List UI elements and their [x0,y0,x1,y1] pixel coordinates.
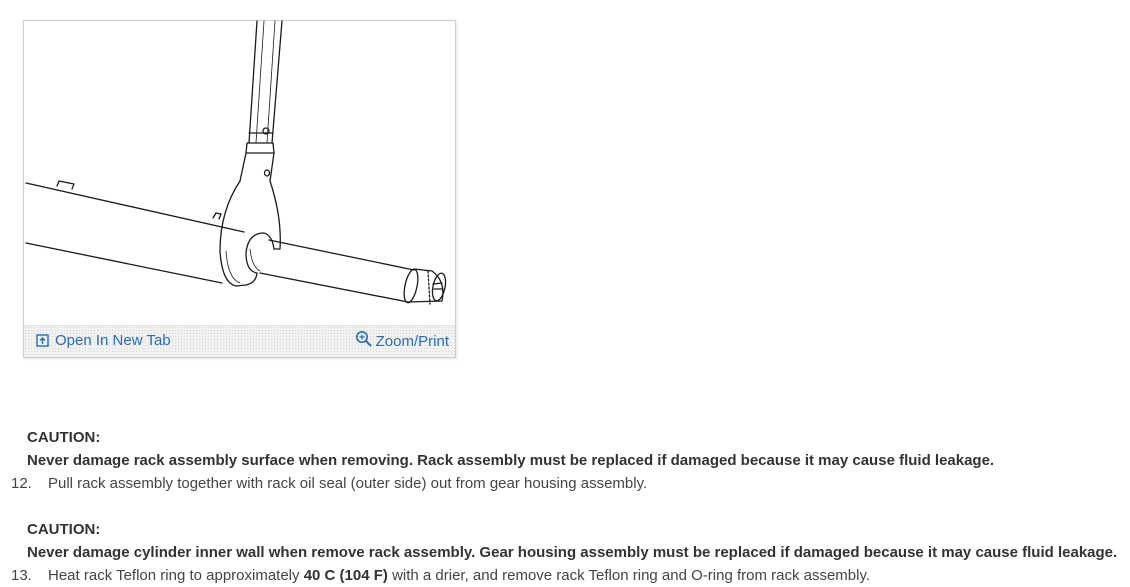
caution-text: Never damage cylinder inner wall when remove rack assembly. Gear housing assembly must be replaced if damaged because it may cause fluid leakage. [27,544,1118,561]
procedure-step [0,472,1130,495]
step-text-after: with a drier, and remove rack Teflon ring and O-ring from rack assembly. [392,567,871,584]
figure-panel [23,20,456,358]
open-in-new-tab-link[interactable] [36,332,171,349]
caution-label: CAUTION: [27,429,101,446]
procedure-step [0,564,1130,587]
zoom-print-link[interactable] [355,330,449,352]
zoom-print-label: Zoom/Print [375,332,449,350]
step-text: Pull rack assembly together with rack oil seal (outer side) out from gear housing assembly. [48,475,648,492]
temperature-value: 40 C (104 F) [303,567,388,584]
step-number: 12. [11,475,32,492]
caution-label: CAUTION: [27,521,101,538]
open-in-new-tab-label: Open In New Tab [55,332,171,349]
step-text [27,564,870,587]
rack-removal-illustration [24,21,457,326]
step-text-before: Heat rack Teflon ring to approximately [48,567,300,584]
step-number: 13. [11,567,32,584]
procedure-text [0,426,1130,587]
magnifier-icon [355,330,373,348]
open-new-tab-icon [36,334,49,347]
figure-toolbar [24,325,455,357]
caution-text: Never damage rack assembly surface when removing. Rack assembly must be replaced if damaged because it may cause fluid leakage. [27,452,995,469]
